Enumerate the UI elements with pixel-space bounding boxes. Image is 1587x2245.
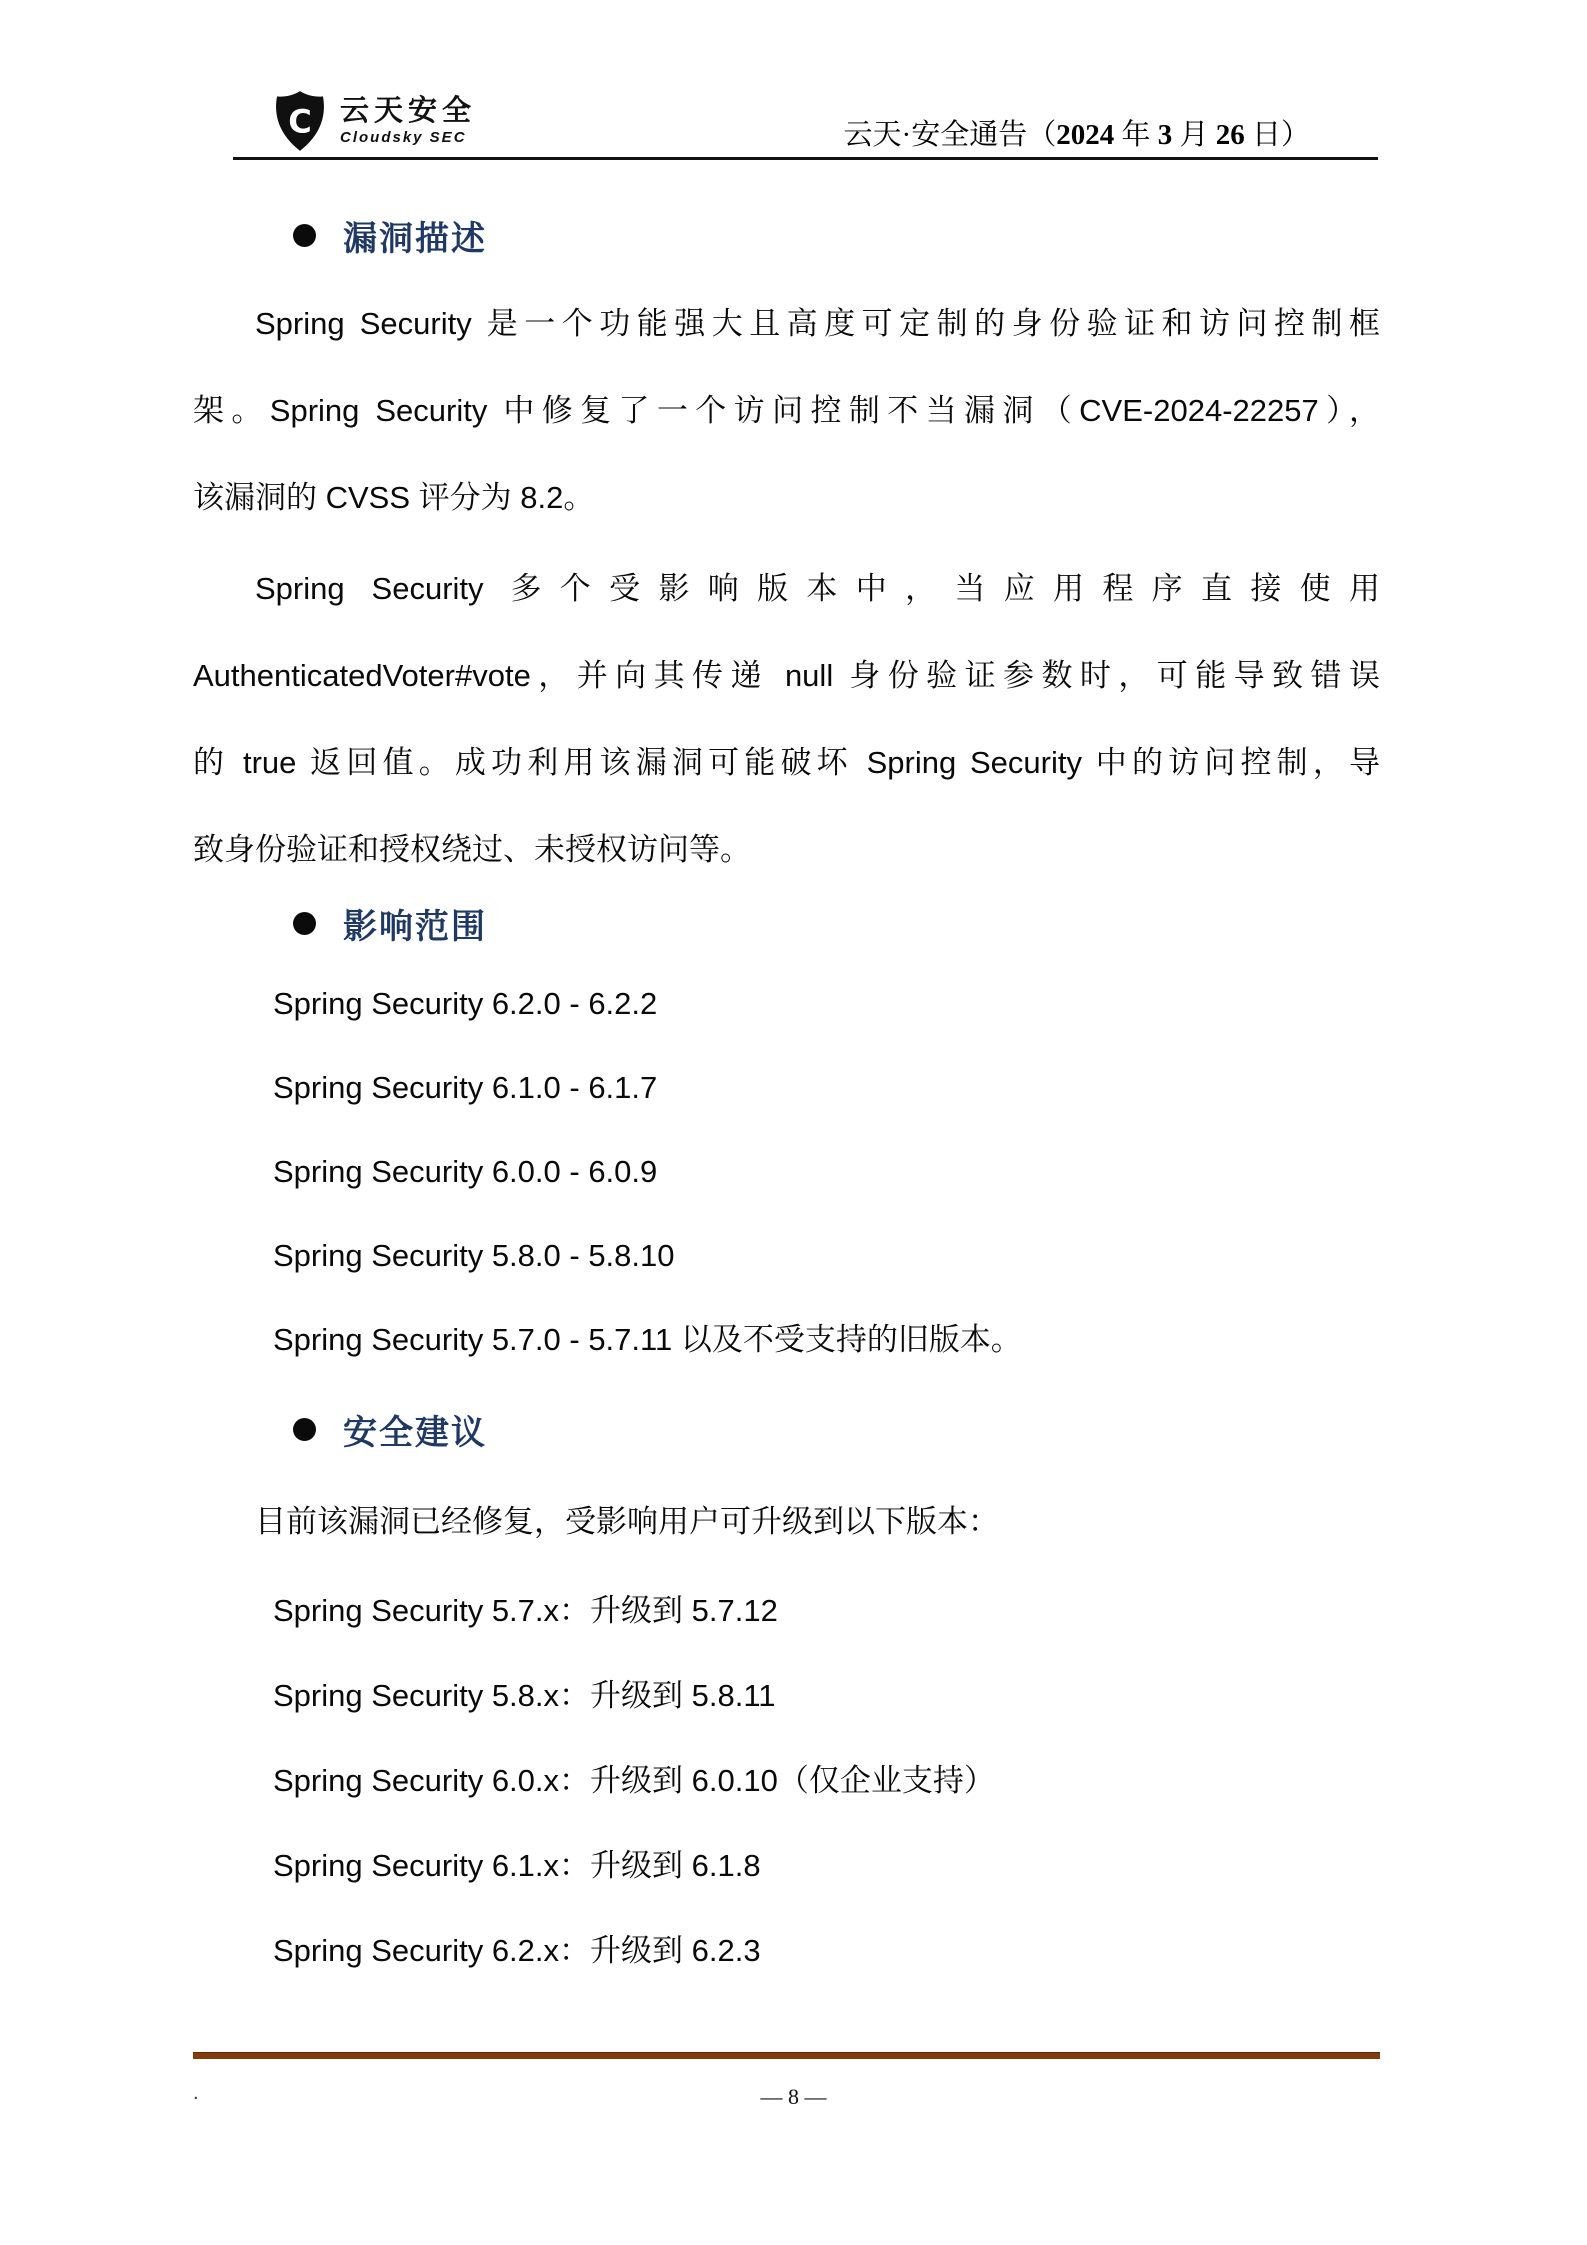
upgrade-version-list bbox=[193, 1568, 1380, 1993]
title-part-year: 2024 bbox=[1056, 119, 1115, 151]
section-heading-advice bbox=[193, 1406, 1380, 1452]
page-number: — 8 — bbox=[760, 2084, 827, 2109]
body-line: Spring Security 是一个功能强大且高度可定制的身份验证和访问控制框 bbox=[255, 306, 1380, 341]
shield-c-icon bbox=[272, 90, 328, 152]
upgrade-item: Spring Security 6.1.x：升级到 6.1.8 bbox=[273, 1848, 761, 1883]
section-heading-impact bbox=[193, 900, 1380, 946]
title-part-day: 26 bbox=[1215, 119, 1245, 151]
section-title: 安全建议 bbox=[343, 1413, 487, 1452]
section-title: 漏洞描述 bbox=[343, 219, 487, 258]
body-line: AuthenticatedVoter#vote，并向其传递 null 身份验证参数时，可能导致错误 bbox=[193, 658, 1380, 693]
vuln-desc-paragraph-2 bbox=[193, 545, 1380, 893]
body-line: Spring Security 多个受影响版本中，当应用程序直接使用 bbox=[255, 571, 1380, 606]
version-item: Spring Security 6.0.0 - 6.0.9 bbox=[273, 1154, 658, 1189]
affected-version-list bbox=[193, 962, 1380, 1382]
version-item: Spring Security 5.8.0 - 5.8.10 bbox=[273, 1238, 675, 1273]
title-part: 云天·安全通告（ bbox=[843, 119, 1057, 151]
section-title: 影响范围 bbox=[343, 907, 487, 946]
logo-brand-en: Cloudsky SEC bbox=[340, 129, 467, 147]
title-part: 年 bbox=[1114, 119, 1158, 151]
body-line: 架。Spring Security 中修复了一个访问控制不当漏洞（CVE-2024-22257）， bbox=[193, 393, 1380, 428]
advice-intro bbox=[193, 1480, 1380, 1564]
footer-divider-line bbox=[193, 2052, 1380, 2059]
bullet-icon bbox=[293, 1418, 316, 1441]
footer-stray-dot: . bbox=[193, 2082, 199, 2104]
body-line: 致身份验证和授权绕过、未授权访问等。 bbox=[193, 832, 751, 867]
version-item: Spring Security 6.2.0 - 6.2.2 bbox=[273, 986, 658, 1021]
header-divider-line bbox=[233, 157, 1378, 160]
vuln-desc-paragraph-1 bbox=[193, 280, 1380, 541]
title-part: 日） bbox=[1244, 119, 1310, 151]
body-line: 该漏洞的 CVSS 评分为 8.2。 bbox=[193, 480, 595, 515]
body-line: 的 true 返回值。成功利用该漏洞可能破坏 Spring Security 中的访问控制，导 bbox=[193, 745, 1380, 780]
logo-text bbox=[340, 96, 476, 147]
version-item: Spring Security 5.7.0 - 5.7.11 以及不受支持的旧版本。 bbox=[273, 1322, 1022, 1357]
upgrade-item: Spring Security 5.8.x：升级到 5.8.11 bbox=[273, 1678, 776, 1713]
version-item: Spring Security 6.1.0 - 6.1.7 bbox=[273, 1070, 658, 1105]
cloudsky-logo bbox=[272, 90, 476, 152]
title-part: 月 bbox=[1172, 119, 1216, 151]
section-heading-vuln-desc bbox=[193, 212, 1380, 258]
svg-text:C: C bbox=[288, 102, 312, 141]
upgrade-item: Spring Security 5.7.x：升级到 5.7.12 bbox=[273, 1593, 778, 1628]
logo-brand-cn: 云天安全 bbox=[340, 94, 477, 127]
body-line: 目前该漏洞已经修复，受影响用户可升级到以下版本： bbox=[255, 1504, 999, 1539]
upgrade-item: Spring Security 6.2.x：升级到 6.2.3 bbox=[273, 1933, 761, 1968]
header-bulletin-title bbox=[844, 112, 1310, 153]
title-part-month: 3 bbox=[1157, 119, 1173, 151]
bullet-icon bbox=[293, 912, 316, 935]
upgrade-item: Spring Security 6.0.x：升级到 6.0.10（仅企业支持） bbox=[273, 1763, 995, 1798]
bullet-icon bbox=[293, 224, 316, 247]
